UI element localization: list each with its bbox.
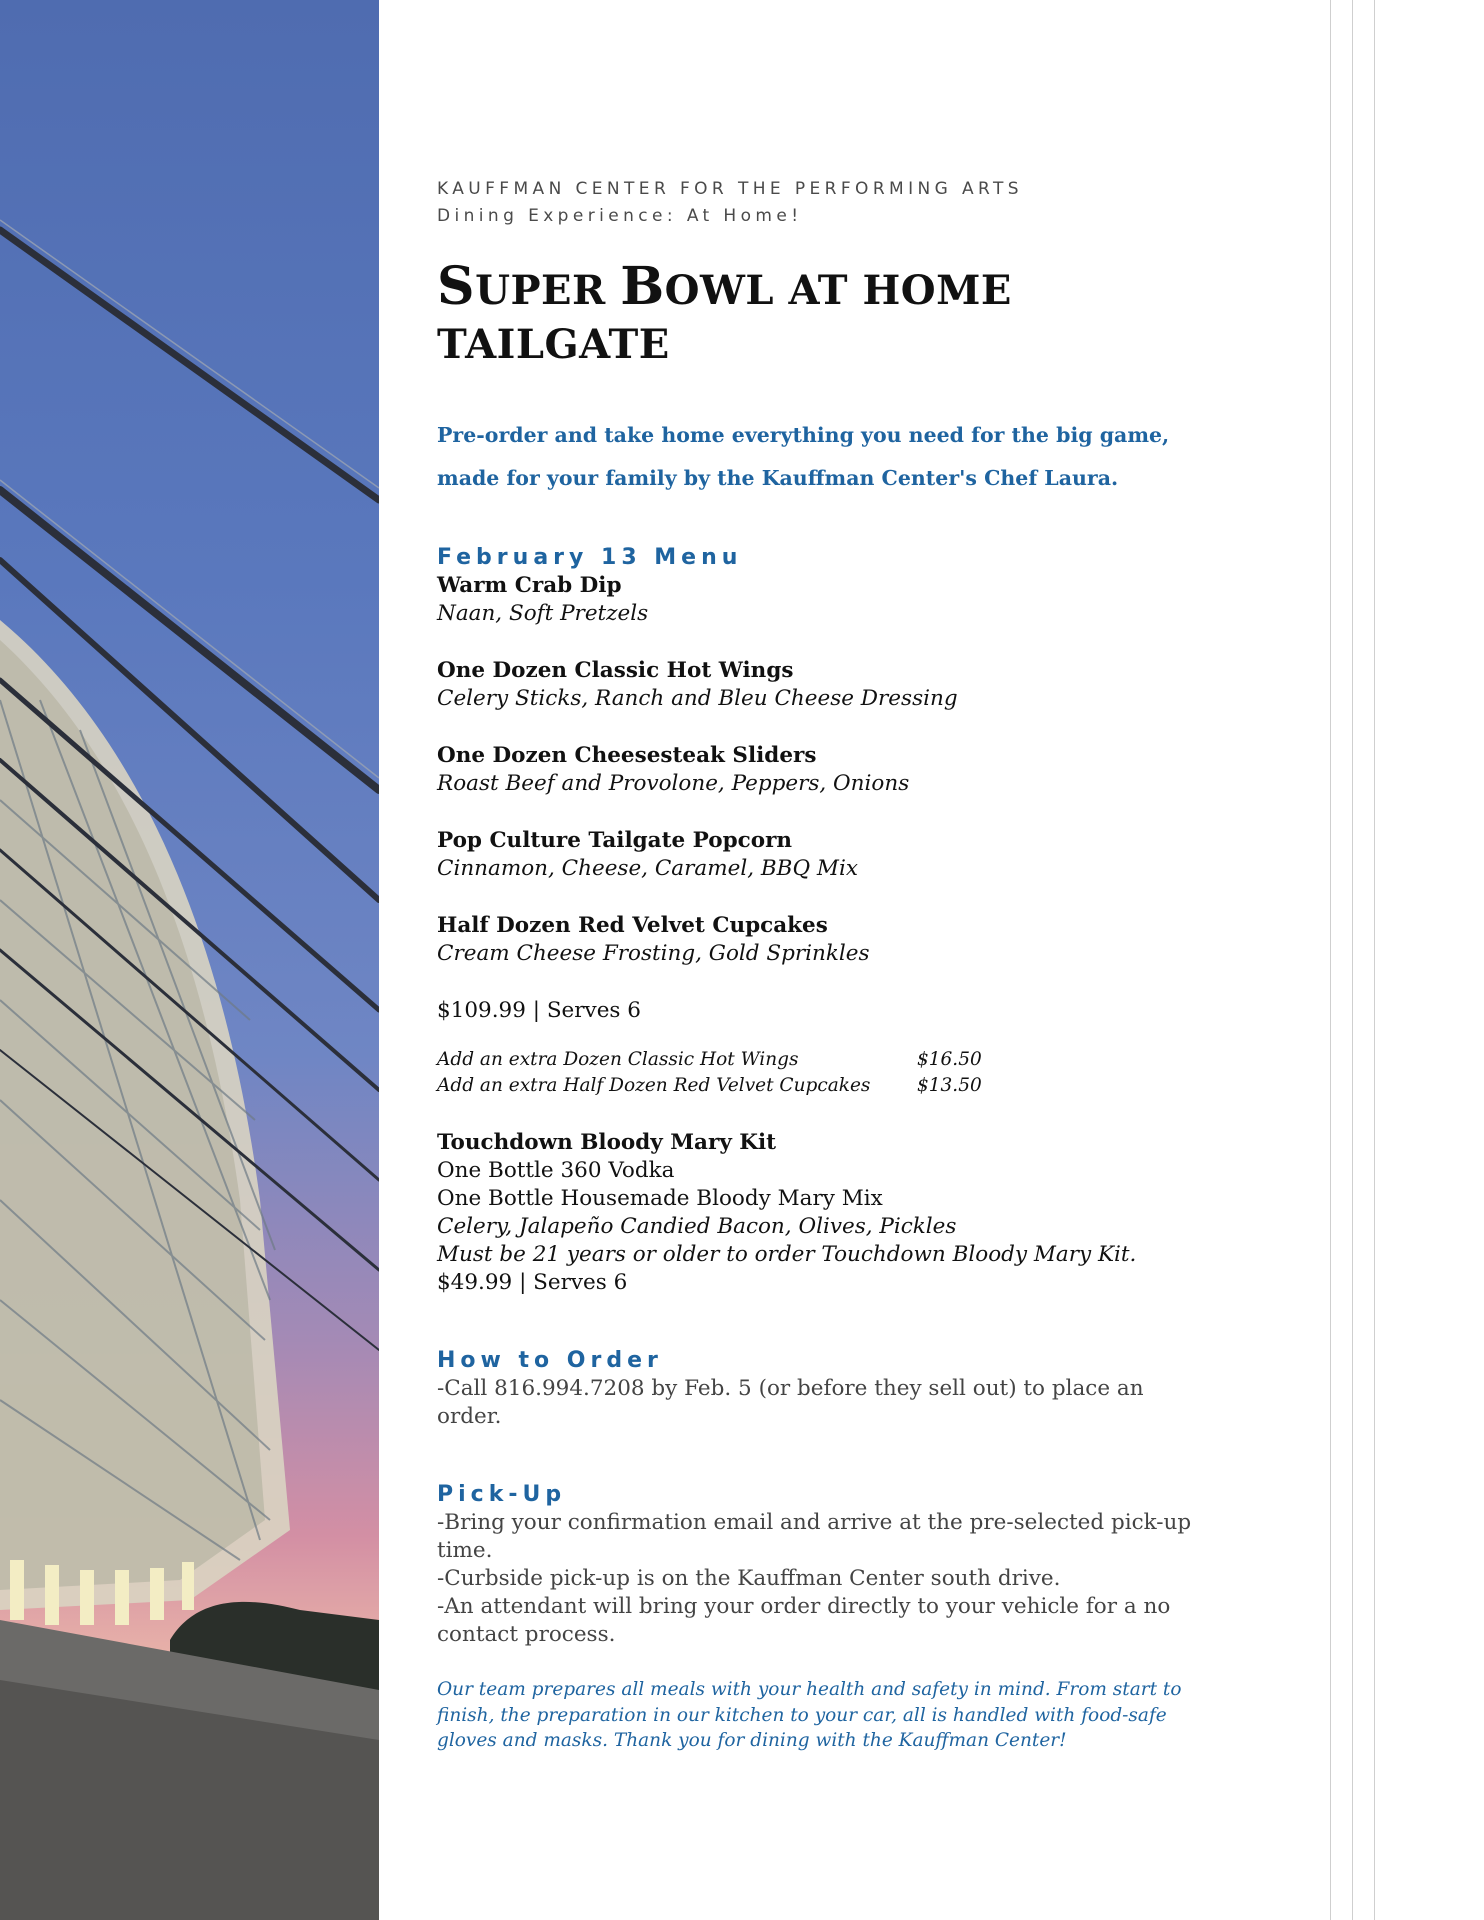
how-to-order-section	[437, 1347, 1197, 1431]
menu-item: Pop Culture Tailgate Popcorn Cinnamon, Cheese, Caramel, BBQ Mix	[437, 828, 858, 881]
building-illustration	[0, 0, 379, 1920]
kit-price: $49.99 | Serves 6	[437, 1270, 628, 1295]
organization-name: KAUFFMAN CENTER FOR THE PERFORMING ARTS	[437, 179, 1023, 199]
menu-price: $109.99 | Serves 6	[437, 998, 641, 1023]
how-to-order-heading: How to Order	[437, 1348, 663, 1373]
menu-item: Half Dozen Red Velvet Cupcakes Cream Cheese Frosting, Gold Sprinkles	[437, 913, 870, 966]
age-notice: Must be 21 years or older to order Touchdown Bloody Mary Kit.	[437, 1242, 1137, 1267]
document-subtitle: Dining Experience: At Home!	[437, 206, 803, 226]
menu-heading: February 13 Menu	[437, 545, 743, 570]
extra-item: Add an extra Half Dozen Red Velvet Cupcakes $13.50	[437, 1075, 982, 1096]
menu-item: One Dozen Cheesesteak Sliders Roast Beef and Provolone, Peppers, Onions	[437, 743, 910, 796]
pickup-heading: Pick-Up	[437, 1482, 567, 1507]
pickup-line: -Curbside pick-up is on the Kauffman Center south drive.	[437, 1566, 1061, 1591]
document-content	[437, 176, 1197, 1754]
intro-text: Pre-order and take home everything you need for the big game, made for your family by the Kauffman Center's Chef Laura.	[437, 423, 1170, 490]
kit-name: Touchdown Bloody Mary Kit	[437, 1130, 777, 1155]
menu-item: Warm Crab Dip Naan, Soft Pretzels	[437, 573, 649, 626]
menu-item: One Dozen Classic Hot Wings Celery Sticks, Ranch and Bleu Cheese Dressing	[437, 658, 958, 711]
safety-note: Our team prepares all meals with your health and safety in mind. From start to finish, the preparation in our kitchen to your car, all is handled with food-safe gloves and masks. Thank you for dining with the Kauffman Center!	[437, 1679, 1182, 1751]
order-instructions: -Call 816.994.7208 by Feb. 5 (or before they sell out) to place an order.	[437, 1376, 1144, 1429]
pickup-line: -An attendant will bring your order directly to your vehicle for a no	[437, 1594, 1171, 1619]
margin-rule-1	[1330, 0, 1331, 1920]
kit-line: One Bottle 360 Vodka	[437, 1158, 675, 1183]
pickup-line: time.	[437, 1538, 493, 1563]
pickup-line: -Bring your confirmation email and arrive at the pre-selected pick-up	[437, 1510, 1192, 1535]
margin-rule-3	[1374, 0, 1375, 1920]
building-photo	[0, 0, 379, 1920]
kit-line: One Bottle Housemade Bloody Mary Mix	[437, 1186, 883, 1211]
margin-rule-2	[1352, 0, 1353, 1920]
extra-item: Add an extra Dozen Classic Hot Wings $16.50	[437, 1049, 982, 1070]
page-title: SUPER BOWL AT HOME TAILGATE	[437, 256, 1012, 368]
menu-section	[437, 544, 1197, 1099]
bloody-mary-kit	[437, 1129, 1197, 1297]
pickup-section	[437, 1481, 1197, 1649]
pickup-line: contact process.	[437, 1622, 616, 1647]
extras-list	[437, 1047, 1197, 1099]
kit-description: Celery, Jalapeño Candied Bacon, Olives, Pickles	[437, 1214, 957, 1239]
